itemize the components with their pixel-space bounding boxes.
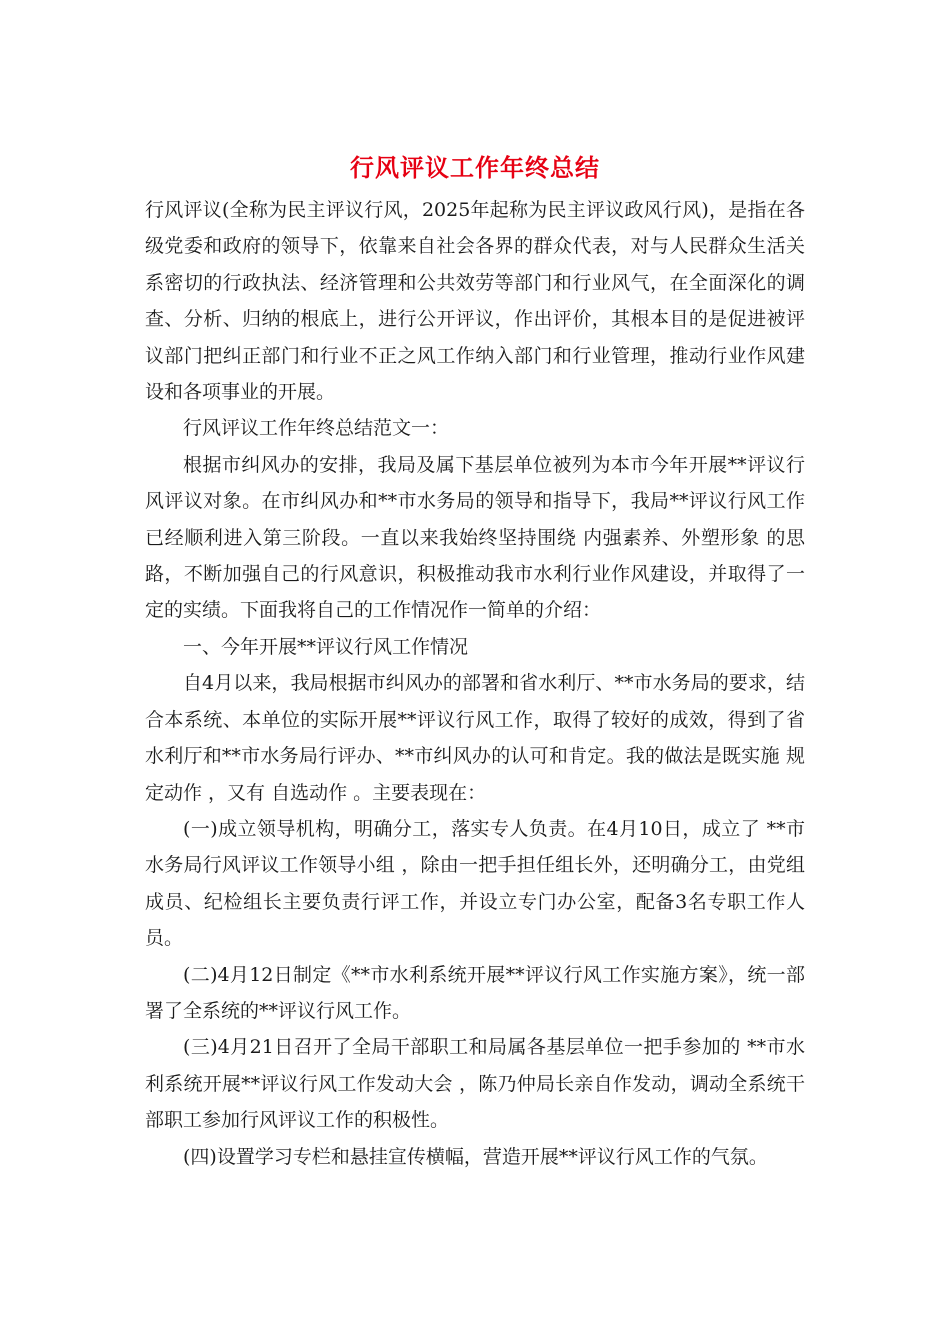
paragraph-intro: 行风评议(全称为民主评议行风，2025年起称为民主评议政风行风)，是指在各级党委和政府的领导下，依靠来自社会各界的群众代表，对与人民群众生活关系密切的行政执法、经济管理和公共效劳等部门和行业风气，在全面深化的调查、分析、归纳的根底上，进行公开评议，作出评价，其根本目的是促进被评议部门把纠正部门和行业不正之风工作纳入部门和行业管理，推动行业作风建设和各项事业的开展。 (145, 199, 805, 404)
paragraph-overview: 自4月以来，我局根据市纠风办的部署和省水利厅、**市水务局的要求，结合本系统、本单位的实际开展**评议行风工作，取得了较好的成效，得到了省水利厅和**市水务局行评办、**市纠风办的认可和肯定。我的做法是既实施 规定动作 ，又有 自选动作 。主要表现在： (145, 672, 805, 804)
document-body (145, 150, 805, 1175)
paragraph-sample-heading: 行风评议工作年终总结范文一： (183, 417, 450, 440)
section-heading-1: 一、今年开展**评议行风工作情况 (183, 635, 469, 658)
list-item-2: (二)4月12日制定《**市水利系统开展**评议行风工作实施方案》，统一部署了全系统的**评议行风工作。 (145, 963, 805, 1022)
list-item-1: (一)成立领导机构，明确分工，落实专人负责。在4月10日，成立了 **市水务局行风评议工作领导小组 ，除由一把手担任组长外，还明确分工，由党组成员、纪检组长主要负责行评工作，并设立专门办公室，配备3名专职工作人员。 (145, 817, 805, 950)
list-item-3: (三)4月21日召开了全局干部职工和局属各基层单位一把手参加的 **市水利系统开展**评议行风工作发动大会 ，陈乃仲局长亲自作发动，调动全系统干部职工参加行风评议工作的积极性。 (145, 1036, 805, 1132)
document-title: 行风评议工作年终总结 (350, 153, 600, 182)
paragraph-background: 根据市纠风办的安排，我局及属下基层单位被列为本市今年开展**评议行风评议对象。在市纠风办和**市水务局的领导和指导下，我局**评议行风工作已经顺利进入第三阶段。一直以来我始终坚持围绕 内强素养、外塑形象 的思路，不断加强自己的行风意识，积极推动我市水利行业作风建设，并取得了一定的实绩。下面我将自己的工作情况作一简单的介绍： (145, 453, 805, 622)
list-item-4: (四)设置学习专栏和悬挂宣传横幅，营造开展**评议行风工作的气氛。 (183, 1145, 768, 1168)
